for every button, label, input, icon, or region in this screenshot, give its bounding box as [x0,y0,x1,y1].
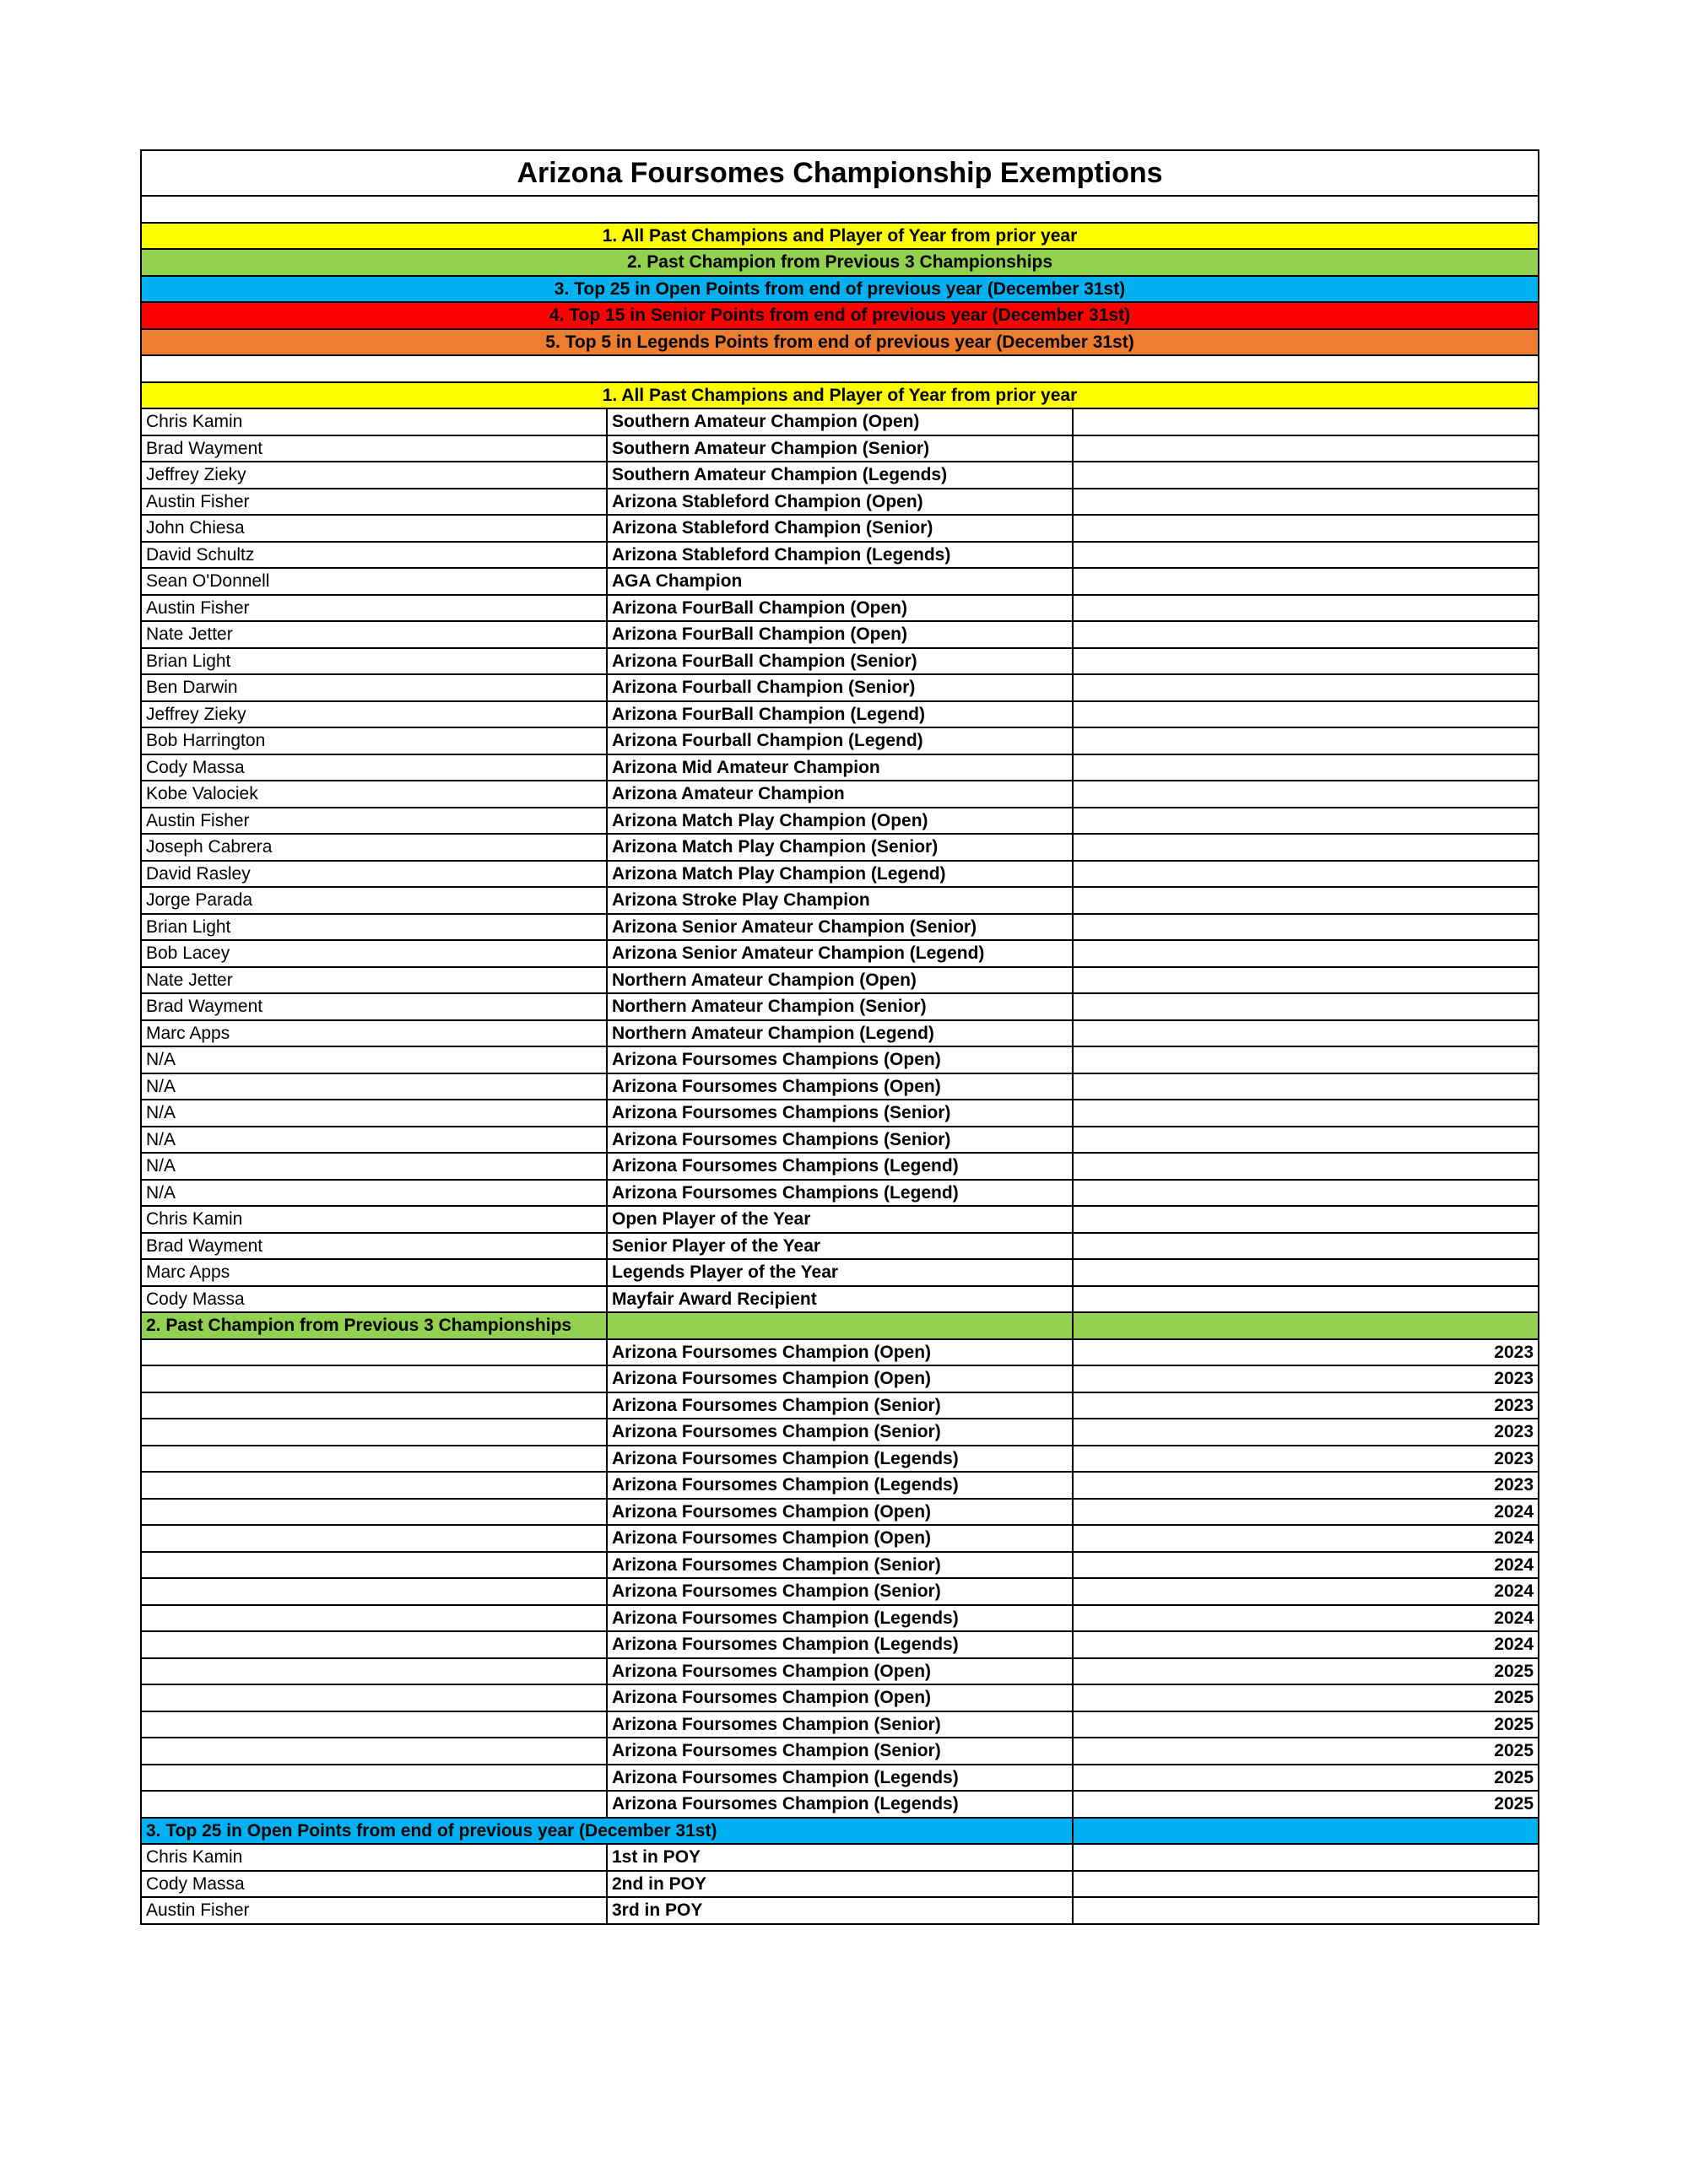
table-row [141,1392,1539,1419]
player-name: Cody Massa [141,754,607,781]
player-name [141,1525,607,1552]
year-cell: 2025 [1073,1684,1539,1711]
player-name: Brian Light [141,914,607,941]
table-row [141,1631,1539,1658]
table-row [141,1180,1539,1207]
section-3-header: 3. Top 25 in Open Points from end of previous year (December 31st) [141,1818,1073,1845]
exemption-category: Arizona Foursomes Champion (Legends) [607,1791,1073,1818]
legend-row [141,302,1539,329]
player-name: Jeffrey Zieky [141,462,607,489]
table-row [141,727,1539,754]
exemption-category: Arizona Foursomes Champion (Legends) [607,1765,1073,1792]
table-row [141,1658,1539,1685]
year-cell [1073,595,1539,622]
section-2-header-fill [1073,1312,1539,1339]
exemption-category: Arizona Mid Amateur Champion [607,754,1073,781]
blank-row [141,355,1539,382]
exemption-category: Arizona Foursomes Champion (Legends) [607,1605,1073,1632]
section-2-header-fill [607,1312,1073,1339]
legend-item-3: 3. Top 25 in Open Points from end of previous year (December 31st) [141,276,1539,303]
year-cell [1073,674,1539,701]
legend-item-1: 1. All Past Champions and Player of Year from prior year [141,223,1539,250]
exemption-category: Arizona FourBall Champion (Legend) [607,701,1073,728]
exemption-category: Arizona Foursomes Champion (Open) [607,1365,1073,1392]
table-row [141,1765,1539,1792]
exemption-category: Arizona Stableford Champion (Open) [607,489,1073,516]
exemption-category: Arizona Match Play Champion (Open) [607,808,1073,835]
year-cell [1073,1286,1539,1313]
table-row [141,542,1539,569]
year-cell [1073,914,1539,941]
exemption-category: 2nd in POY [607,1871,1073,1898]
exemption-category: Arizona Foursomes Champion (Senior) [607,1578,1073,1605]
year-cell [1073,754,1539,781]
year-cell [1073,1233,1539,1260]
year-cell: 2023 [1073,1365,1539,1392]
player-name: Sean O'Donnell [141,568,607,595]
player-name: Marc Apps [141,1020,607,1047]
year-cell [1073,542,1539,569]
year-cell [1073,1844,1539,1871]
year-cell [1073,1206,1539,1233]
exemption-category: Northern Amateur Champion (Legend) [607,1020,1073,1047]
table-row [141,1871,1539,1898]
player-name: Marc Apps [141,1259,607,1286]
section-2-header: 2. Past Champion from Previous 3 Championships [141,1312,607,1339]
player-name: Chris Kamin [141,408,607,435]
table-row [141,1020,1539,1047]
player-name [141,1765,607,1792]
year-cell [1073,568,1539,595]
exemption-category: Arizona Senior Amateur Champion (Senior) [607,914,1073,941]
player-name [141,1552,607,1579]
player-name: N/A [141,1153,607,1180]
exemption-category: Arizona Foursomes Champion (Senior) [607,1392,1073,1419]
exemption-category: Arizona Fourball Champion (Legend) [607,727,1073,754]
section-header-row [141,1818,1539,1845]
player-name: Brad Wayment [141,1233,607,1260]
table-row [141,1259,1539,1286]
exemption-category: Legends Player of the Year [607,1259,1073,1286]
table-row [141,462,1539,489]
player-name: Cody Massa [141,1286,607,1313]
year-cell: 2024 [1073,1605,1539,1632]
exemption-category: Arizona Foursomes Champions (Open) [607,1046,1073,1073]
table-row [141,648,1539,675]
player-name: Cody Massa [141,1871,607,1898]
exemption-category: Arizona FourBall Champion (Senior) [607,648,1073,675]
player-name: Jeffrey Zieky [141,701,607,728]
player-name [141,1578,607,1605]
legend-item-2: 2. Past Champion from Previous 3 Championships [141,249,1539,276]
table-row [141,1499,1539,1526]
player-name: Nate Jetter [141,967,607,994]
exemption-category: Arizona Foursomes Champion (Senior) [607,1552,1073,1579]
year-cell: 2025 [1073,1738,1539,1765]
table-row [141,1339,1539,1366]
table-row [141,1525,1539,1552]
exemption-category: Senior Player of the Year [607,1233,1073,1260]
table-row [141,1046,1539,1073]
player-name: Austin Fisher [141,489,607,516]
player-name [141,1365,607,1392]
exemption-category: Mayfair Award Recipient [607,1286,1073,1313]
player-name: Brad Wayment [141,435,607,462]
table-row [141,595,1539,622]
player-name [141,1631,607,1658]
player-name: N/A [141,1046,607,1073]
exemption-category: Arizona Foursomes Champion (Legends) [607,1472,1073,1499]
year-cell [1073,861,1539,888]
year-cell: 2024 [1073,1552,1539,1579]
year-cell [1073,1153,1539,1180]
table-row [141,781,1539,808]
year-cell: 2025 [1073,1765,1539,1792]
exemption-category: 3rd in POY [607,1897,1073,1924]
table-row [141,887,1539,914]
exemption-category: Arizona Foursomes Champions (Open) [607,1073,1073,1100]
year-cell [1073,808,1539,835]
exemption-category: Arizona FourBall Champion (Open) [607,595,1073,622]
exemption-category: Arizona Amateur Champion [607,781,1073,808]
table-row [141,861,1539,888]
table-row [141,1472,1539,1499]
player-name: Chris Kamin [141,1844,607,1871]
year-cell [1073,1897,1539,1924]
exemption-category: Northern Amateur Champion (Senior) [607,993,1073,1020]
exemption-category: 1st in POY [607,1844,1073,1871]
player-name: Brad Wayment [141,993,607,1020]
exemption-category: Arizona Foursomes Champion (Open) [607,1684,1073,1711]
exemption-category: Arizona Foursomes Champion (Open) [607,1339,1073,1366]
table-row [141,1233,1539,1260]
year-cell [1073,1100,1539,1127]
player-name [141,1658,607,1685]
exemption-category: Arizona Foursomes Champions (Senior) [607,1127,1073,1154]
exemption-category: Arizona Foursomes Champion (Open) [607,1525,1073,1552]
player-name: Nate Jetter [141,621,607,648]
year-cell [1073,781,1539,808]
player-name: N/A [141,1180,607,1207]
player-name [141,1419,607,1446]
exemption-category: Arizona Stroke Play Champion [607,887,1073,914]
exemption-category: Arizona Senior Amateur Champion (Legend) [607,940,1073,967]
exemption-category: Arizona Match Play Champion (Senior) [607,834,1073,861]
player-name: John Chiesa [141,515,607,542]
year-cell: 2023 [1073,1446,1539,1473]
exemption-category: Arizona Foursomes Champion (Senior) [607,1738,1073,1765]
year-cell [1073,408,1539,435]
year-cell: 2023 [1073,1419,1539,1446]
player-name: Jorge Parada [141,887,607,914]
table-row [141,1446,1539,1473]
player-name: N/A [141,1127,607,1154]
table-row [141,701,1539,728]
exemption-category: Arizona Fourball Champion (Senior) [607,674,1073,701]
table-row [141,940,1539,967]
exemption-category: Southern Amateur Champion (Senior) [607,435,1073,462]
table-row [141,1605,1539,1632]
player-name [141,1711,607,1738]
exemption-category: Arizona Foursomes Champions (Legend) [607,1180,1073,1207]
player-name: N/A [141,1100,607,1127]
exemption-category: Arizona Foursomes Champion (Open) [607,1499,1073,1526]
exemption-category: Arizona Foursomes Champion (Senior) [607,1419,1073,1446]
player-name: Austin Fisher [141,595,607,622]
title-row [141,150,1539,196]
section-header-row [141,1312,1539,1339]
table-row [141,1206,1539,1233]
exemptions-sheet [140,149,1538,1925]
table-row [141,1578,1539,1605]
legend-item-5: 5. Top 5 in Legends Points from end of previous year (December 31st) [141,329,1539,356]
year-cell: 2023 [1073,1472,1539,1499]
exemption-category: Southern Amateur Champion (Open) [607,408,1073,435]
player-name: Ben Darwin [141,674,607,701]
table-row [141,1897,1539,1924]
table-row [141,1100,1539,1127]
table-row [141,1419,1539,1446]
exemption-category: Arizona Stableford Champion (Legends) [607,542,1073,569]
player-name: David Rasley [141,861,607,888]
year-cell [1073,1871,1539,1898]
year-cell [1073,993,1539,1020]
player-name: Joseph Cabrera [141,834,607,861]
player-name [141,1392,607,1419]
legend-item-4: 4. Top 15 in Senior Points from end of previous year (December 31st) [141,302,1539,329]
year-cell [1073,1259,1539,1286]
exemption-category: Arizona Match Play Champion (Legend) [607,861,1073,888]
table-row [141,993,1539,1020]
table-row [141,674,1539,701]
year-cell [1073,1046,1539,1073]
table-row [141,1791,1539,1818]
exemption-category: Northern Amateur Champion (Open) [607,967,1073,994]
legend-row [141,329,1539,356]
player-name: Austin Fisher [141,808,607,835]
table-row [141,1738,1539,1765]
exemption-category: Arizona FourBall Champion (Open) [607,621,1073,648]
player-name: N/A [141,1073,607,1100]
year-cell: 2023 [1073,1339,1539,1366]
table-row [141,808,1539,835]
table-row [141,1684,1539,1711]
year-cell: 2025 [1073,1791,1539,1818]
player-name [141,1738,607,1765]
player-name [141,1499,607,1526]
table-row [141,1844,1539,1871]
table-row [141,435,1539,462]
year-cell [1073,701,1539,728]
year-cell: 2024 [1073,1499,1539,1526]
player-name [141,1791,607,1818]
table-row [141,834,1539,861]
year-cell [1073,834,1539,861]
year-cell [1073,489,1539,516]
table-row [141,754,1539,781]
exemption-category: Arizona Stableford Champion (Senior) [607,515,1073,542]
exemption-category: Arizona Foursomes Champion (Legends) [607,1631,1073,1658]
player-name [141,1446,607,1473]
table-row [141,914,1539,941]
year-cell [1073,1020,1539,1047]
year-cell [1073,462,1539,489]
year-cell [1073,621,1539,648]
year-cell [1073,940,1539,967]
year-cell [1073,648,1539,675]
exemption-category: Arizona Foursomes Champions (Legend) [607,1153,1073,1180]
player-name [141,1684,607,1711]
year-cell: 2025 [1073,1711,1539,1738]
player-name [141,1605,607,1632]
blank-row [141,196,1539,223]
table-row [141,489,1539,516]
section-3-header-fill [1073,1818,1539,1845]
year-cell [1073,515,1539,542]
year-cell: 2024 [1073,1578,1539,1605]
exemption-category: Arizona Foursomes Champion (Senior) [607,1711,1073,1738]
year-cell: 2025 [1073,1658,1539,1685]
table-row [141,1127,1539,1154]
year-cell [1073,1127,1539,1154]
section-1-header: 1. All Past Champions and Player of Year from prior year [141,382,1539,409]
player-name: Brian Light [141,648,607,675]
exemption-category: AGA Champion [607,568,1073,595]
table-row [141,1286,1539,1313]
year-cell: 2023 [1073,1392,1539,1419]
table-row [141,515,1539,542]
year-cell [1073,967,1539,994]
table-row [141,1552,1539,1579]
exemption-category: Arizona Foursomes Champions (Senior) [607,1100,1073,1127]
exemption-category: Arizona Foursomes Champion (Open) [607,1658,1073,1685]
player-name: Austin Fisher [141,1897,607,1924]
section-header-row [141,382,1539,409]
year-cell [1073,1073,1539,1100]
exemption-category: Open Player of the Year [607,1206,1073,1233]
year-cell [1073,1180,1539,1207]
player-name: Chris Kamin [141,1206,607,1233]
legend-row [141,276,1539,303]
table-row [141,1073,1539,1100]
table-row [141,621,1539,648]
legend-row [141,223,1539,250]
player-name: David Schultz [141,542,607,569]
sheet-title: Arizona Foursomes Championship Exemptions [141,150,1539,196]
table-row [141,568,1539,595]
year-cell: 2024 [1073,1525,1539,1552]
player-name: Bob Lacey [141,940,607,967]
year-cell: 2024 [1073,1631,1539,1658]
table-row [141,408,1539,435]
year-cell [1073,727,1539,754]
year-cell [1073,435,1539,462]
year-cell [1073,887,1539,914]
exemption-category: Arizona Foursomes Champion (Legends) [607,1446,1073,1473]
player-name [141,1472,607,1499]
player-name: Bob Harrington [141,727,607,754]
legend-row [141,249,1539,276]
table-row [141,1711,1539,1738]
table-row [141,1365,1539,1392]
table-row [141,1153,1539,1180]
exemption-category: Southern Amateur Champion (Legends) [607,462,1073,489]
exemptions-table [140,149,1539,1925]
table-row [141,967,1539,994]
player-name: Kobe Valociek [141,781,607,808]
player-name [141,1339,607,1366]
